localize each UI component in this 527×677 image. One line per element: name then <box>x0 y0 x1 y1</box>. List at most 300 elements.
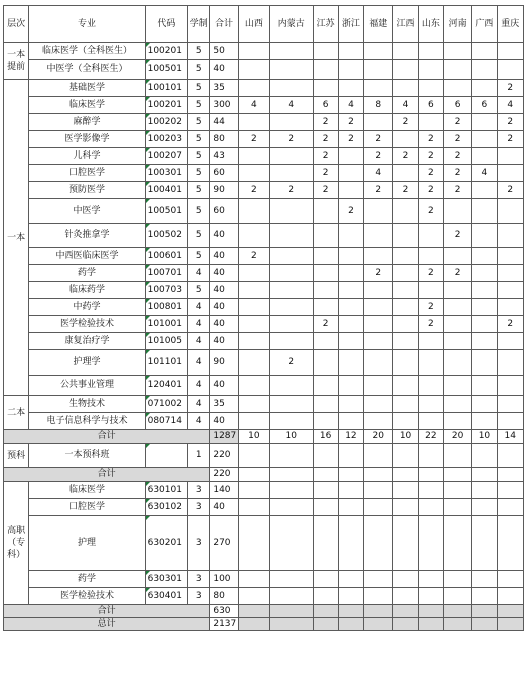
subtotal-province <box>472 468 497 482</box>
province-quota <box>393 376 418 396</box>
header-shandong: 山东 <box>418 6 443 43</box>
province-quota <box>497 376 523 396</box>
province-quota <box>313 282 338 299</box>
major-code <box>145 444 187 468</box>
table-row <box>4 482 524 499</box>
province-quota <box>393 316 418 333</box>
subtotal-province <box>313 468 338 482</box>
major-duration: 5 <box>188 282 210 299</box>
province-quota <box>364 396 393 413</box>
major-name: 临床医学 <box>29 482 145 499</box>
province-quota: 2 <box>313 131 338 148</box>
province-quota <box>393 499 418 516</box>
subtotal-province <box>393 605 418 618</box>
province-quota <box>313 199 338 224</box>
province-quota <box>497 350 523 376</box>
province-quota <box>338 265 363 282</box>
province-quota: 6 <box>313 97 338 114</box>
province-quota <box>472 224 497 248</box>
province-quota <box>472 199 497 224</box>
province-quota <box>393 350 418 376</box>
subtotal-province: 14 <box>497 430 523 444</box>
province-quota <box>238 224 269 248</box>
table-row <box>4 316 524 333</box>
subtotal-province <box>393 468 418 482</box>
subtotal-row-gaozhi <box>4 605 524 618</box>
province-quota <box>472 182 497 199</box>
province-quota <box>238 165 269 182</box>
major-duration: 3 <box>188 499 210 516</box>
province-quota: 2 <box>364 131 393 148</box>
province-quota <box>472 148 497 165</box>
subtotal-province <box>313 618 338 631</box>
subtotal-province <box>497 605 523 618</box>
major-code: 100203 <box>145 131 187 148</box>
province-quota: 2 <box>418 131 443 148</box>
major-code: 630201 <box>145 516 187 571</box>
major-name: 生物技术 <box>29 396 145 413</box>
header-henan: 河南 <box>443 6 471 43</box>
province-quota <box>270 516 314 571</box>
province-quota <box>443 350 471 376</box>
province-quota <box>313 376 338 396</box>
table-row <box>4 199 524 224</box>
province-quota <box>238 444 269 468</box>
province-quota: 2 <box>393 182 418 199</box>
major-total: 60 <box>210 165 238 182</box>
major-duration: 5 <box>188 80 210 97</box>
province-quota <box>270 224 314 248</box>
province-quota <box>364 516 393 571</box>
table-row <box>4 265 524 282</box>
province-quota <box>338 224 363 248</box>
major-name: 针灸推拿学 <box>29 224 145 248</box>
major-duration: 3 <box>188 482 210 499</box>
subtotal-province <box>472 618 497 631</box>
province-quota <box>418 333 443 350</box>
province-quota: 2 <box>497 316 523 333</box>
province-quota: 2 <box>418 165 443 182</box>
major-name: 医学检验技术 <box>29 588 145 605</box>
province-quota <box>313 248 338 265</box>
table-row <box>4 114 524 131</box>
province-quota <box>313 571 338 588</box>
province-quota <box>313 43 338 60</box>
major-name: 中医学（全科医生） <box>29 60 145 80</box>
province-quota <box>270 299 314 316</box>
province-quota <box>497 396 523 413</box>
major-total: 140 <box>210 482 238 499</box>
province-quota: 2 <box>418 316 443 333</box>
major-duration: 4 <box>188 333 210 350</box>
subtotal-province: 20 <box>364 430 393 444</box>
major-name: 康复治疗学 <box>29 333 145 350</box>
province-quota <box>472 114 497 131</box>
table-row <box>4 413 524 430</box>
table-row <box>4 248 524 265</box>
subtotal-province <box>443 605 471 618</box>
province-quota <box>364 282 393 299</box>
province-quota: 2 <box>443 182 471 199</box>
major-name: 中医学 <box>29 199 145 224</box>
province-quota <box>338 248 363 265</box>
province-quota <box>338 413 363 430</box>
subtotal-province: 10 <box>472 430 497 444</box>
major-total: 35 <box>210 80 238 97</box>
province-quota: 2 <box>364 148 393 165</box>
province-quota <box>364 114 393 131</box>
major-duration: 3 <box>188 571 210 588</box>
major-total: 40 <box>210 60 238 80</box>
major-duration: 5 <box>188 60 210 80</box>
major-code: 100601 <box>145 248 187 265</box>
province-quota: 4 <box>270 97 314 114</box>
province-quota <box>338 588 363 605</box>
major-name: 药学 <box>29 571 145 588</box>
province-quota <box>238 376 269 396</box>
province-quota: 2 <box>313 165 338 182</box>
subtotal-total: 1287 <box>210 430 238 444</box>
province-quota <box>443 60 471 80</box>
province-quota <box>418 114 443 131</box>
subtotal-province <box>270 618 314 631</box>
province-quota <box>313 396 338 413</box>
province-quota <box>338 60 363 80</box>
province-quota <box>270 499 314 516</box>
major-code: 080714 <box>145 413 187 430</box>
province-quota <box>497 588 523 605</box>
province-quota <box>364 376 393 396</box>
province-quota <box>393 516 418 571</box>
province-quota <box>393 482 418 499</box>
major-duration: 5 <box>188 43 210 60</box>
province-quota <box>393 165 418 182</box>
major-name: 中药学 <box>29 299 145 316</box>
province-quota <box>238 516 269 571</box>
province-quota <box>497 499 523 516</box>
province-quota <box>238 588 269 605</box>
province-quota <box>418 482 443 499</box>
province-quota <box>497 299 523 316</box>
subtotal-label: 合计 <box>4 605 210 618</box>
table-row-yuke <box>4 444 524 468</box>
province-quota <box>364 199 393 224</box>
major-duration: 4 <box>188 376 210 396</box>
province-quota: 2 <box>418 299 443 316</box>
province-quota <box>338 148 363 165</box>
province-quota <box>472 43 497 60</box>
province-quota <box>443 199 471 224</box>
province-quota <box>393 588 418 605</box>
major-code: 100801 <box>145 299 187 316</box>
province-quota <box>338 499 363 516</box>
province-quota <box>338 333 363 350</box>
province-quota <box>270 165 314 182</box>
header-major: 专业 <box>29 6 145 43</box>
province-quota <box>443 516 471 571</box>
province-quota <box>393 571 418 588</box>
header-jiangsu: 江苏 <box>313 6 338 43</box>
subtotal-province <box>443 468 471 482</box>
province-quota <box>338 316 363 333</box>
province-quota <box>472 299 497 316</box>
subtotal-province <box>338 605 363 618</box>
major-name: 医学影像学 <box>29 131 145 148</box>
major-name: 麻醉学 <box>29 114 145 131</box>
province-quota <box>418 571 443 588</box>
province-quota <box>497 333 523 350</box>
province-quota <box>338 43 363 60</box>
province-quota: 2 <box>270 350 314 376</box>
province-quota <box>497 165 523 182</box>
subtotal-province <box>364 618 393 631</box>
province-quota <box>393 131 418 148</box>
major-name: 护理 <box>29 516 145 571</box>
table-row <box>4 224 524 248</box>
enrollment-plan-table <box>3 5 524 631</box>
table-row <box>4 80 524 97</box>
province-quota <box>393 396 418 413</box>
province-quota: 2 <box>338 131 363 148</box>
header-chongqing: 重庆 <box>497 6 523 43</box>
major-name: 基础医学 <box>29 80 145 97</box>
province-quota <box>472 444 497 468</box>
major-duration: 4 <box>188 299 210 316</box>
major-duration: 3 <box>188 516 210 571</box>
subtotal-province: 20 <box>443 430 471 444</box>
province-quota <box>270 114 314 131</box>
province-quota: 8 <box>364 97 393 114</box>
province-quota <box>313 265 338 282</box>
province-quota <box>364 482 393 499</box>
province-quota <box>364 333 393 350</box>
province-quota <box>472 248 497 265</box>
province-quota: 2 <box>443 131 471 148</box>
table-row <box>4 588 524 605</box>
province-quota <box>270 316 314 333</box>
province-quota <box>313 482 338 499</box>
province-quota <box>393 265 418 282</box>
major-code: 630101 <box>145 482 187 499</box>
province-quota <box>270 396 314 413</box>
province-quota <box>472 588 497 605</box>
table-row <box>4 282 524 299</box>
province-quota <box>472 413 497 430</box>
major-code: 101001 <box>145 316 187 333</box>
province-quota <box>418 248 443 265</box>
level-cell-gaozhi: 高职（专科） <box>4 482 29 605</box>
table-row <box>4 165 524 182</box>
province-quota <box>238 413 269 430</box>
province-quota: 2 <box>313 182 338 199</box>
province-quota <box>497 224 523 248</box>
header-total: 合计 <box>210 6 238 43</box>
major-duration: 5 <box>188 224 210 248</box>
subtotal-province <box>238 468 269 482</box>
province-quota <box>443 444 471 468</box>
header-neimenggu: 内蒙古 <box>270 6 314 43</box>
province-quota <box>364 60 393 80</box>
province-quota <box>393 282 418 299</box>
province-quota <box>497 571 523 588</box>
province-quota <box>313 413 338 430</box>
province-quota: 2 <box>443 148 471 165</box>
major-total: 80 <box>210 131 238 148</box>
province-quota <box>443 482 471 499</box>
province-quota: 4 <box>238 97 269 114</box>
province-quota <box>443 571 471 588</box>
province-quota <box>418 224 443 248</box>
province-quota: 2 <box>497 182 523 199</box>
major-total: 40 <box>210 376 238 396</box>
province-quota <box>364 350 393 376</box>
province-quota <box>418 444 443 468</box>
table-row <box>4 97 524 114</box>
province-quota: 2 <box>418 199 443 224</box>
table-row <box>4 131 524 148</box>
province-quota <box>270 376 314 396</box>
table-row <box>4 43 524 60</box>
table-row <box>4 299 524 316</box>
province-quota <box>364 224 393 248</box>
province-quota <box>443 588 471 605</box>
province-quota <box>472 350 497 376</box>
province-quota <box>443 299 471 316</box>
province-quota <box>313 224 338 248</box>
major-name: 临床医学 <box>29 97 145 114</box>
level-cell-yuke: 预科 <box>4 444 29 468</box>
province-quota <box>497 444 523 468</box>
province-quota <box>472 516 497 571</box>
province-quota: 2 <box>443 265 471 282</box>
province-quota <box>338 165 363 182</box>
province-quota <box>238 499 269 516</box>
major-code: 101101 <box>145 350 187 376</box>
province-quota <box>393 43 418 60</box>
major-name: 药学 <box>29 265 145 282</box>
province-quota <box>270 148 314 165</box>
province-quota <box>238 282 269 299</box>
major-name: 一本预科班 <box>29 444 145 468</box>
province-quota: 4 <box>393 97 418 114</box>
province-quota <box>313 499 338 516</box>
province-quota <box>418 499 443 516</box>
level-cell-tiqian: 一本提前 <box>4 43 29 80</box>
province-quota <box>238 350 269 376</box>
province-quota: 2 <box>238 131 269 148</box>
province-quota <box>364 499 393 516</box>
subtotal-province: 22 <box>418 430 443 444</box>
province-quota <box>364 444 393 468</box>
province-quota <box>313 60 338 80</box>
province-quota <box>497 148 523 165</box>
province-quota: 4 <box>338 97 363 114</box>
subtotal-province <box>338 618 363 631</box>
province-quota <box>364 299 393 316</box>
subtotal-province: 16 <box>313 430 338 444</box>
major-total: 40 <box>210 282 238 299</box>
major-duration: 5 <box>188 165 210 182</box>
major-name: 预防医学 <box>29 182 145 199</box>
level-cell-yiben: 一本 <box>4 80 29 396</box>
province-quota <box>393 333 418 350</box>
major-code: 100202 <box>145 114 187 131</box>
province-quota <box>364 588 393 605</box>
major-code: 100703 <box>145 282 187 299</box>
province-quota <box>338 376 363 396</box>
province-quota <box>472 396 497 413</box>
province-quota <box>393 248 418 265</box>
province-quota <box>270 265 314 282</box>
major-total: 43 <box>210 148 238 165</box>
major-total: 40 <box>210 299 238 316</box>
major-duration: 5 <box>188 148 210 165</box>
province-quota <box>313 588 338 605</box>
province-quota <box>238 114 269 131</box>
province-quota <box>270 199 314 224</box>
subtotal-province <box>338 468 363 482</box>
province-quota <box>238 333 269 350</box>
province-quota <box>393 224 418 248</box>
major-duration: 4 <box>188 350 210 376</box>
province-quota <box>497 199 523 224</box>
province-quota <box>418 43 443 60</box>
province-quota <box>238 199 269 224</box>
province-quota <box>270 482 314 499</box>
province-quota <box>270 571 314 588</box>
subtotal-province <box>418 618 443 631</box>
subtotal-label: 总计 <box>4 618 210 631</box>
province-quota <box>497 482 523 499</box>
province-quota: 2 <box>270 131 314 148</box>
province-quota <box>418 396 443 413</box>
major-total: 40 <box>210 248 238 265</box>
province-quota <box>364 80 393 97</box>
province-quota <box>270 43 314 60</box>
province-quota <box>338 282 363 299</box>
major-duration: 5 <box>188 182 210 199</box>
major-duration: 5 <box>188 114 210 131</box>
subtotal-row-benke <box>4 430 524 444</box>
province-quota <box>418 413 443 430</box>
province-quota <box>270 413 314 430</box>
major-duration: 4 <box>188 316 210 333</box>
subtotal-total: 220 <box>210 468 238 482</box>
table-row <box>4 182 524 199</box>
subtotal-total: 2137 <box>210 618 238 631</box>
province-quota: 2 <box>313 148 338 165</box>
province-quota <box>238 80 269 97</box>
province-quota <box>443 282 471 299</box>
province-quota <box>443 376 471 396</box>
province-quota: 2 <box>497 80 523 97</box>
major-duration: 4 <box>188 396 210 413</box>
province-quota: 2 <box>238 182 269 199</box>
province-quota: 2 <box>497 131 523 148</box>
province-quota <box>443 80 471 97</box>
province-quota <box>313 516 338 571</box>
table-row <box>4 60 524 80</box>
table-row <box>4 376 524 396</box>
subtotal-province: 10 <box>393 430 418 444</box>
header-shanxi: 山西 <box>238 6 269 43</box>
province-quota <box>418 376 443 396</box>
major-code: 100501 <box>145 199 187 224</box>
major-total: 90 <box>210 350 238 376</box>
province-quota: 2 <box>497 114 523 131</box>
province-quota <box>364 43 393 60</box>
major-name: 口腔医学 <box>29 499 145 516</box>
